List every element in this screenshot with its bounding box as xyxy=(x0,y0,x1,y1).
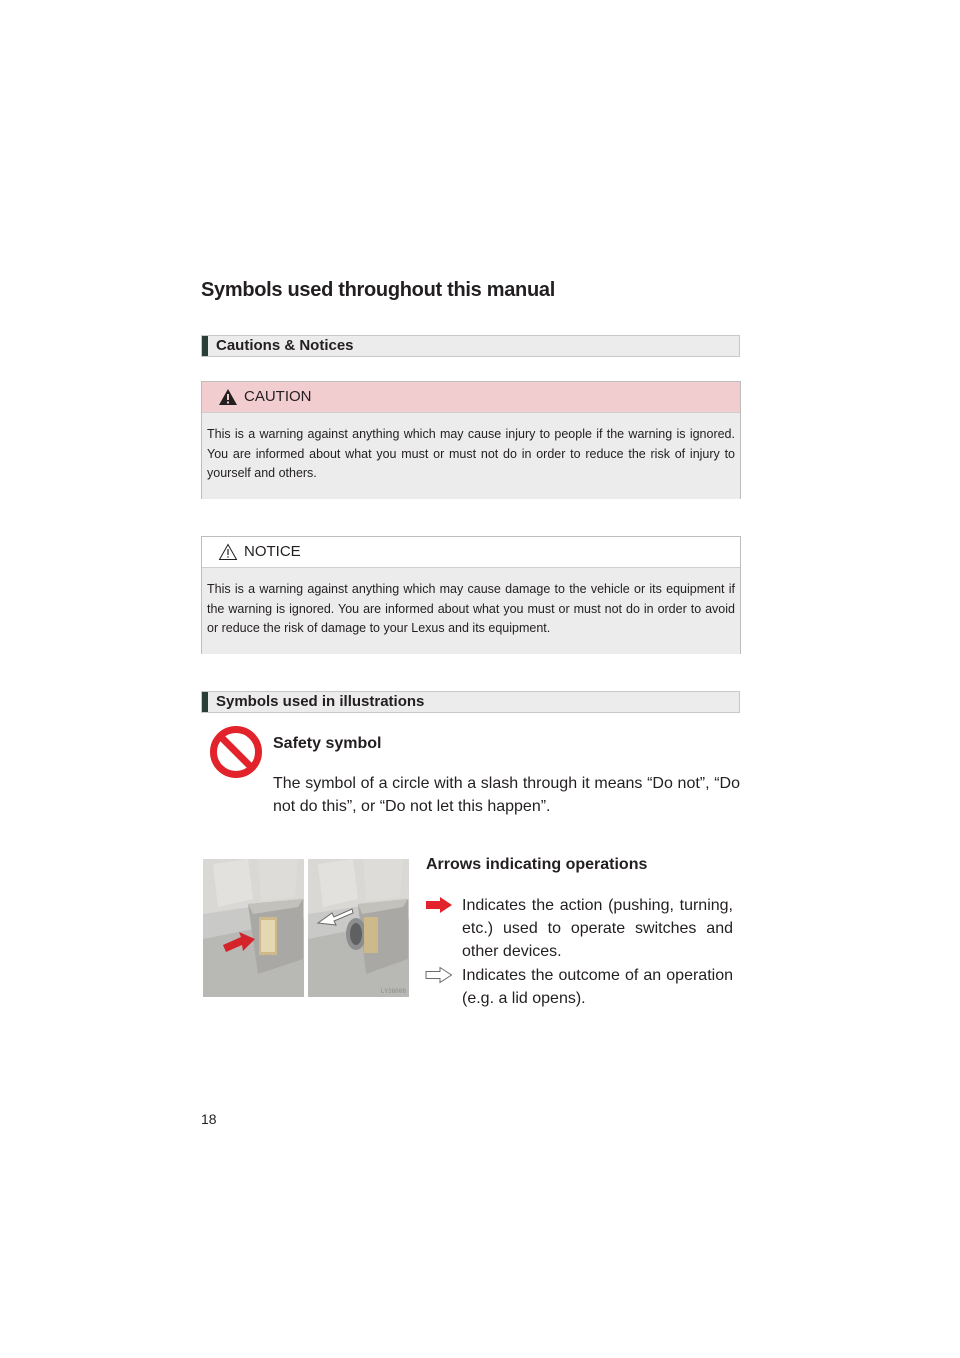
caution-box xyxy=(201,381,741,499)
illustration-id: LY36008 xyxy=(380,988,406,995)
notice-box xyxy=(201,536,741,654)
caution-header xyxy=(202,382,740,413)
prohibition-icon xyxy=(209,725,263,779)
safety-symbol-text: The symbol of a circle with a slash through it means “Do not”, “Do not do this”, or “Do not let this happen”. xyxy=(273,775,740,815)
operation-illustration xyxy=(203,859,409,997)
page-number: 18 xyxy=(201,1111,217,1127)
notice-header xyxy=(202,537,740,568)
section-title-illustrations: Symbols used in illustrations xyxy=(216,693,425,710)
armrest-photo-after xyxy=(308,859,409,997)
caution-text: This is a warning against anything which may cause injury to people if the warning is ignored. You are informed about what you must or must not do in order to reduce the risk of injury to yourself and others. xyxy=(202,413,740,499)
arrows-heading: Arrows indicating operations xyxy=(426,856,648,873)
page-title: Symbols used throughout this manual xyxy=(201,279,555,301)
caution-label: CAUTION xyxy=(244,388,312,405)
section-bar-cautions xyxy=(201,335,740,357)
section-title-cautions: Cautions & Notices xyxy=(216,337,354,354)
outcome-arrow-text: Indicates the outcome of an operation (e.g. a lid opens). xyxy=(462,967,733,1007)
warning-triangle-outline-icon xyxy=(218,543,238,561)
warning-triangle-icon xyxy=(218,388,238,406)
section-bar-illustrations xyxy=(201,691,740,713)
action-arrow-text: Indicates the action (pushing, turning, etc.) used to operate switches and other devices. xyxy=(462,897,733,960)
safety-symbol-heading: Safety symbol xyxy=(273,735,382,752)
armrest-photo-before xyxy=(203,859,304,997)
notice-text: This is a warning against anything which may cause damage to the vehicle or its equipment if the warning is ignored. You are informed about what you must or must not do in order to avoid or reduce the risk of damage to your Lexus and its equipment. xyxy=(202,568,740,654)
solid-arrow-icon xyxy=(425,896,453,914)
outline-arrow-icon xyxy=(425,966,453,984)
notice-label: NOTICE xyxy=(244,543,301,560)
